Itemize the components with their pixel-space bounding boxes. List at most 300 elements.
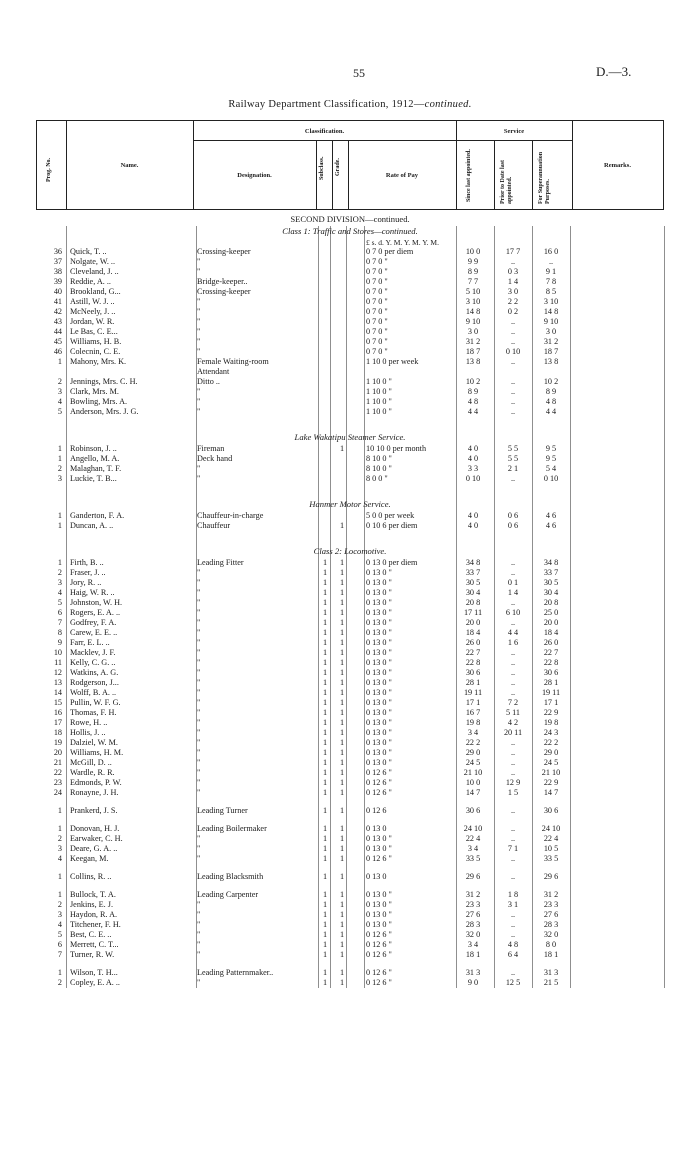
prog-no-cell: 4 xyxy=(57,397,62,406)
service-prior-cell: 0 2 xyxy=(507,307,519,316)
table-row xyxy=(0,968,700,978)
service-since-cell: 20 0 xyxy=(465,618,481,627)
name-cell: Cleveland, J. .. xyxy=(70,267,119,276)
service-super-cell: 9 10 xyxy=(543,317,559,326)
service-since-cell: 34 8 xyxy=(465,558,481,567)
service-since-cell: 3 0 xyxy=(467,327,479,336)
service-super-cell: 4 6 xyxy=(545,521,557,530)
section-heading: Hanmer Motor Service. xyxy=(309,499,391,509)
prog-no-cell: 15 xyxy=(53,698,62,707)
designation-cell: " xyxy=(197,618,201,627)
table-row xyxy=(0,347,700,357)
grade-cell: 1 xyxy=(339,708,345,717)
subclass-cell: 1 xyxy=(322,568,328,577)
table-row xyxy=(0,377,700,387)
prog-no-cell: 9 xyxy=(57,638,62,647)
service-super-cell: 24 3 xyxy=(543,728,559,737)
subclass-cell: 1 xyxy=(322,910,328,919)
service-prior-cell: .. xyxy=(510,872,516,881)
designation-cell: " xyxy=(197,628,201,637)
prog-no-cell: 14 xyxy=(53,688,62,697)
name-cell: Johnston, W. H. xyxy=(70,598,123,607)
rate-of-pay-cell: 0 12 6 " xyxy=(366,930,392,939)
service-prior-cell: .. xyxy=(510,930,516,939)
table-row xyxy=(0,247,700,257)
service-super-cell: 14 8 xyxy=(543,307,559,316)
subclass-cell: 1 xyxy=(322,588,328,597)
service-prior-cell: .. xyxy=(510,678,516,687)
service-since-cell: 24 10 xyxy=(463,824,483,833)
service-super-cell: 19 8 xyxy=(543,718,559,727)
name-cell: Hollis, J. .. xyxy=(70,728,106,737)
subclass-cell: 1 xyxy=(322,558,328,567)
designation-cell: Leading Boilermaker xyxy=(197,824,267,833)
service-prior-cell: 20 11 xyxy=(503,728,523,737)
designation-cell: " xyxy=(197,768,201,777)
prog-no-cell: 1 xyxy=(57,824,62,833)
prog-no-cell: 19 xyxy=(53,738,62,747)
grade-cell: 1 xyxy=(339,658,345,667)
name-cell: Le Bas, C. E... xyxy=(70,327,118,336)
service-header: Service xyxy=(503,128,525,135)
subclass-cell: 1 xyxy=(322,768,328,777)
table-row xyxy=(0,337,700,347)
service-super-cell: 16 0 xyxy=(543,247,559,256)
service-super-cell: 31 2 xyxy=(543,337,559,346)
service-super-cell: 26 0 xyxy=(543,638,559,647)
designation-cell: Bridge-keeper.. xyxy=(197,277,248,286)
service-since-cell: 30 4 xyxy=(465,588,481,597)
service-since-cell: 24 5 xyxy=(465,758,481,767)
grade-header: Grade. xyxy=(335,158,341,176)
service-super-cell: 22 8 xyxy=(543,658,559,667)
designation-cell: " xyxy=(197,578,201,587)
service-prior-cell: .. xyxy=(510,618,516,627)
designation-cell: Ditto .. xyxy=(197,377,220,386)
service-prior-cell: .. xyxy=(510,327,516,336)
name-cell: Firth, B. .. xyxy=(70,558,104,567)
service-since-cell: 7 7 xyxy=(467,277,479,286)
prog-no-cell: 7 xyxy=(57,950,62,959)
table-row xyxy=(0,578,700,588)
service-prior-cell: 5 5 xyxy=(507,444,519,453)
service-prior-cell: 0 3 xyxy=(507,267,519,276)
designation-cell: " xyxy=(197,910,201,919)
rate-of-pay-cell: 1 10 0 " xyxy=(366,397,392,406)
grade-cell: 1 xyxy=(339,728,345,737)
service-since-cell: 18 7 xyxy=(465,347,481,356)
service-super-cell: 19 11 xyxy=(541,688,561,697)
rate-of-pay-cell: 0 12 6 " xyxy=(366,978,392,987)
prog-no-cell: 20 xyxy=(53,748,62,757)
service-since-cell: 4 0 xyxy=(467,521,479,530)
service-prior-cell: .. xyxy=(510,377,516,386)
service-prior-cell: 1 6 xyxy=(507,638,519,647)
designation-cell: Crossing-keeper xyxy=(197,287,251,296)
table-row xyxy=(0,454,700,464)
service-prior-cell: .. xyxy=(510,834,516,843)
table-row xyxy=(0,854,700,864)
subclass-header: Subclass. xyxy=(319,156,325,180)
table-row xyxy=(0,658,700,668)
service-prior-cell: .. xyxy=(510,648,516,657)
service-since-cell: 19 11 xyxy=(463,688,483,697)
table-row xyxy=(0,900,700,910)
service-prior-cell: .. xyxy=(510,337,516,346)
rate-of-pay-cell: 0 12 6 " xyxy=(366,854,392,863)
service-super-cell: 24 5 xyxy=(543,758,559,767)
service-since-cell: 23 3 xyxy=(465,900,481,909)
rate-of-pay-cell: 0 13 0 " xyxy=(366,588,392,597)
subclass-cell: 1 xyxy=(322,806,328,815)
prog-no-cell: 1 xyxy=(57,521,62,530)
table-row xyxy=(0,474,700,484)
service-since-cell: 22 2 xyxy=(465,738,481,747)
designation-cell: " xyxy=(197,950,201,959)
service-prior-cell: .. xyxy=(510,558,516,567)
service-since-cell: 8 9 xyxy=(467,387,479,396)
name-cell: Malaghan, T. F. xyxy=(70,464,122,473)
table-row xyxy=(0,407,700,417)
table-row xyxy=(0,317,700,327)
grade-cell: 1 xyxy=(339,978,345,987)
name-cell: Donovan, H. J. xyxy=(70,824,120,833)
designation-cell: " xyxy=(197,638,201,647)
rate-of-pay-cell: 0 13 0 xyxy=(366,824,387,833)
service-super-cell: 22 2 xyxy=(543,738,559,747)
service-super-cell: 8 5 xyxy=(545,287,557,296)
designation-cell: " xyxy=(197,844,201,853)
prog-no-cell: 36 xyxy=(53,247,62,256)
remarks-header: Remarks. xyxy=(604,162,631,169)
designation-cell: " xyxy=(197,978,201,987)
service-super-cell: 20 0 xyxy=(543,618,559,627)
service-prior-cell: .. xyxy=(510,598,516,607)
subclass-cell: 1 xyxy=(322,698,328,707)
rate-of-pay-cell: 1 10 0 " xyxy=(366,387,392,396)
table-row xyxy=(0,806,700,816)
service-prior-cell: .. xyxy=(510,568,516,577)
prog-no-cell: 39 xyxy=(53,277,62,286)
designation-cell: " xyxy=(197,397,201,406)
service-prior-cell: 4 8 xyxy=(507,940,519,949)
rate-of-pay-cell: 0 12 6 xyxy=(366,806,387,815)
name-cell: Bowling, Mrs. A. xyxy=(70,397,128,406)
designation-cell: " xyxy=(197,464,201,473)
service-prior-cell: 4 4 xyxy=(507,628,519,637)
service-prior-cell: 1 4 xyxy=(507,277,519,286)
rate-of-pay-cell: 0 13 0 " xyxy=(366,678,392,687)
designation-cell: " xyxy=(197,738,201,747)
prog-no-cell: 1 xyxy=(57,357,62,366)
service-super-cell: 8 9 xyxy=(545,387,557,396)
table-row xyxy=(0,618,700,628)
service-super-cell: 30 4 xyxy=(543,588,559,597)
name-cell: Deare, G. A. .. xyxy=(70,844,118,853)
grade-cell: 1 xyxy=(339,768,345,777)
prog-no-cell: 1 xyxy=(57,806,62,815)
service-super-cell: 22 4 xyxy=(543,834,559,843)
designation-cell: " xyxy=(197,648,201,657)
table-row xyxy=(0,287,700,297)
table-row xyxy=(0,738,700,748)
name-cell: Quick, T. .. xyxy=(70,247,107,256)
service-prior-cell: .. xyxy=(510,658,516,667)
service-prior-cell: 12 9 xyxy=(505,778,521,787)
name-cell: Anderson, Mrs. J. G. xyxy=(70,407,139,416)
subclass-cell: 1 xyxy=(322,758,328,767)
designation-cell: Leading Blacksmith xyxy=(197,872,264,881)
service-since-cell: 31 3 xyxy=(465,968,481,977)
name-cell: Farr, E. L. .. xyxy=(70,638,110,647)
table-row xyxy=(0,758,700,768)
service-since-cell: 20 8 xyxy=(465,598,481,607)
table-row xyxy=(0,834,700,844)
service-prior-cell: .. xyxy=(510,910,516,919)
rate-of-pay-cell: 0 12 6 " xyxy=(366,768,392,777)
service-prior-cell: 0 10 xyxy=(505,347,521,356)
grade-cell: 1 xyxy=(339,968,345,977)
prog-no-cell: 22 xyxy=(53,768,62,777)
section-heading: Class 1: Traffic and Stores—continued. xyxy=(282,226,418,236)
prog-no-cell: 2 xyxy=(57,900,62,909)
subclass-cell: 1 xyxy=(322,648,328,657)
designation-cell: " xyxy=(197,854,201,863)
service-since-cell: 21 10 xyxy=(463,768,483,777)
prog-no-cell: 41 xyxy=(53,297,62,306)
service-since-cell: 3 4 xyxy=(467,940,479,949)
service-prior-cell: .. xyxy=(510,387,516,396)
service-prior-cell: .. xyxy=(510,738,516,747)
designation-cell: " xyxy=(197,920,201,929)
table-row xyxy=(0,824,700,834)
grade-cell: 1 xyxy=(339,738,345,747)
service-prior-cell: 17 7 xyxy=(505,247,521,256)
prior-header: Prior to Date last appointed. xyxy=(500,159,513,204)
table-row xyxy=(0,464,700,474)
service-prior-cell: 12 5 xyxy=(505,978,521,987)
rate-of-pay-cell: 0 13 0 " xyxy=(366,638,392,647)
service-prior-cell: .. xyxy=(510,397,516,406)
name-cell: Mahony, Mrs. K. xyxy=(70,357,127,366)
name-cell: Dalziel, W. M. xyxy=(70,738,118,747)
grade-cell: 1 xyxy=(339,834,345,843)
rate-of-pay-cell: 0 7 0 " xyxy=(366,297,388,306)
designation-cell: " xyxy=(197,698,201,707)
super-header: For Superannuation Purposes. xyxy=(538,151,551,204)
rate-of-pay-cell: 0 12 6 " xyxy=(366,788,392,797)
prog-no-cell: 1 xyxy=(57,511,62,520)
rate-of-pay-cell: 0 10 6 per diem xyxy=(366,521,418,530)
grade-cell: 1 xyxy=(339,598,345,607)
name-cell: McGill, D. .. xyxy=(70,758,112,767)
service-since-cell: 17 11 xyxy=(463,608,483,617)
designation-cell: Leading Turner xyxy=(197,806,248,815)
subclass-cell: 1 xyxy=(322,718,328,727)
prog-no-cell: 3 xyxy=(57,387,62,396)
service-super-cell: 31 3 xyxy=(543,968,559,977)
service-prior-cell: 2 1 xyxy=(507,464,519,473)
prog-no-cell: 17 xyxy=(53,718,62,727)
rate-of-pay-cell: 0 13 0 " xyxy=(366,628,392,637)
name-cell: Jenkins, E. J. xyxy=(70,900,113,909)
table-row xyxy=(0,668,700,678)
rate-of-pay-cell: 0 12 6 " xyxy=(366,778,392,787)
table-row xyxy=(0,327,700,337)
grade-cell: 1 xyxy=(339,930,345,939)
rate-of-pay-cell: 1 10 0 per week xyxy=(366,357,419,366)
service-prior-cell: .. xyxy=(510,474,516,483)
table-row xyxy=(0,608,700,618)
service-super-cell: 27 6 xyxy=(543,910,559,919)
table-row xyxy=(0,844,700,854)
grade-cell: 1 xyxy=(339,854,345,863)
service-super-cell: 10 5 xyxy=(543,844,559,853)
prog-no-cell: 6 xyxy=(57,940,62,949)
service-since-cell: 30 6 xyxy=(465,668,481,677)
name-cell: Angello, M. A. xyxy=(70,454,120,463)
rate-of-pay-cell: 0 13 0 " xyxy=(366,718,392,727)
service-super-cell: 4 6 xyxy=(545,511,557,520)
table-row xyxy=(0,718,700,728)
designation-cell: Attendant xyxy=(197,367,230,376)
grade-cell: 1 xyxy=(339,698,345,707)
rate-of-pay-cell: 0 7 0 " xyxy=(366,277,388,286)
table-row xyxy=(0,387,700,397)
grade-cell: 1 xyxy=(339,521,345,530)
rate-of-pay-cell: 0 13 0 " xyxy=(366,648,392,657)
rate-of-pay-cell: 0 13 0 " xyxy=(366,708,392,717)
service-super-cell: 22 9 xyxy=(543,778,559,787)
rate-of-pay-cell: 0 12 6 " xyxy=(366,940,392,949)
table-row xyxy=(0,257,700,267)
service-prior-cell: .. xyxy=(510,688,516,697)
prog-no-cell: 3 xyxy=(57,910,62,919)
service-super-cell: 31 2 xyxy=(543,890,559,899)
name-cell: Merrett, C. T... xyxy=(70,940,119,949)
designation-cell: " xyxy=(197,658,201,667)
subclass-cell: 1 xyxy=(322,598,328,607)
designation-cell: " xyxy=(197,317,201,326)
service-prior-cell: .. xyxy=(510,257,516,266)
table-row xyxy=(0,950,700,960)
designation-cell: " xyxy=(197,588,201,597)
service-since-cell: 0 10 xyxy=(465,474,481,483)
prog-no-cell: 2 xyxy=(57,377,62,386)
name-cell: Ronayne, J. H. xyxy=(70,788,119,797)
grade-cell: 1 xyxy=(339,900,345,909)
units-row: £ s. d. Y. M. Y. M. Y. M. xyxy=(366,238,439,247)
grade-cell: 1 xyxy=(339,950,345,959)
designation-cell: " xyxy=(197,678,201,687)
table-row xyxy=(0,708,700,718)
table-row xyxy=(0,890,700,900)
rate-of-pay-cell: 0 13 0 per diem xyxy=(366,558,418,567)
designation-cell: " xyxy=(197,307,201,316)
service-super-cell: 10 2 xyxy=(543,377,559,386)
service-since-cell: 28 1 xyxy=(465,678,481,687)
rate-of-pay-cell: 0 12 6 " xyxy=(366,950,392,959)
subclass-cell: 1 xyxy=(322,834,328,843)
designation-cell: " xyxy=(197,407,201,416)
service-since-cell: 27 6 xyxy=(465,910,481,919)
subclass-cell: 1 xyxy=(322,890,328,899)
name-cell: Titchener, F. H. xyxy=(70,920,121,929)
service-since-cell: 28 3 xyxy=(465,920,481,929)
prog-no-cell: 18 xyxy=(53,728,62,737)
service-prior-cell: 3 0 xyxy=(507,287,519,296)
service-prior-cell: 4 2 xyxy=(507,718,519,727)
service-since-cell: 33 7 xyxy=(465,568,481,577)
prog-no-cell: 2 xyxy=(57,978,62,987)
prog-no-cell: 5 xyxy=(57,930,62,939)
designation-cell: " xyxy=(197,347,201,356)
service-since-cell: 22 4 xyxy=(465,834,481,843)
rate-of-pay-cell: 1 10 0 " xyxy=(366,407,392,416)
name-cell: Wilson, T. H... xyxy=(70,968,118,977)
service-super-cell: 18 4 xyxy=(543,628,559,637)
subclass-cell: 1 xyxy=(322,678,328,687)
name-cell: Kelly, C. G. .. xyxy=(70,658,116,667)
subclass-cell: 1 xyxy=(322,978,328,987)
table-row xyxy=(0,444,700,454)
service-super-cell: 9 1 xyxy=(545,267,557,276)
subclass-cell: 1 xyxy=(322,844,328,853)
service-since-cell: 18 1 xyxy=(465,950,481,959)
service-prior-cell: 0 6 xyxy=(507,511,519,520)
designation-cell: " xyxy=(197,778,201,787)
service-prior-cell: .. xyxy=(510,920,516,929)
grade-cell: 1 xyxy=(339,678,345,687)
designation-cell: " xyxy=(197,327,201,336)
service-prior-cell: .. xyxy=(510,758,516,767)
subclass-cell: 1 xyxy=(322,968,328,977)
prog-no-cell: 1 xyxy=(57,872,62,881)
subclass-cell: 1 xyxy=(322,788,328,797)
service-since-cell: 10 0 xyxy=(465,778,481,787)
service-since-cell: 22 8 xyxy=(465,658,481,667)
service-prior-cell: 1 5 xyxy=(507,788,519,797)
rate-of-pay-cell: 0 13 0 " xyxy=(366,668,392,677)
service-since-cell: 16 7 xyxy=(465,708,481,717)
prog-no-cell: 24 xyxy=(53,788,62,797)
name-cell: Thomas, F. H. xyxy=(70,708,117,717)
prog-no-cell: 13 xyxy=(53,678,62,687)
name-cell: Edmonds, P. W. xyxy=(70,778,122,787)
subclass-cell: 1 xyxy=(322,940,328,949)
service-super-cell: 22 9 xyxy=(543,708,559,717)
service-super-cell: 21 10 xyxy=(541,768,561,777)
table-row xyxy=(0,778,700,788)
table-row xyxy=(0,978,700,988)
page-number: 55 xyxy=(353,66,365,80)
rate-of-pay-cell: 0 7 0 " xyxy=(366,257,388,266)
rate-of-pay-cell: 8 10 0 " xyxy=(366,464,392,473)
prog-no-cell: 3 xyxy=(57,844,62,853)
table-row xyxy=(0,568,700,578)
service-prior-cell: .. xyxy=(510,854,516,863)
grade-cell: 1 xyxy=(339,668,345,677)
table-row xyxy=(0,628,700,638)
subclass-cell: 1 xyxy=(322,854,328,863)
table-row xyxy=(0,297,700,307)
name-cell: Haig, W. R. .. xyxy=(70,588,115,597)
subclass-cell: 1 xyxy=(322,900,328,909)
name-cell: Turner, R. W. xyxy=(70,950,115,959)
designation-cell: Fireman xyxy=(197,444,225,453)
service-since-cell: 4 4 xyxy=(467,407,479,416)
service-since-cell: 4 8 xyxy=(467,397,479,406)
